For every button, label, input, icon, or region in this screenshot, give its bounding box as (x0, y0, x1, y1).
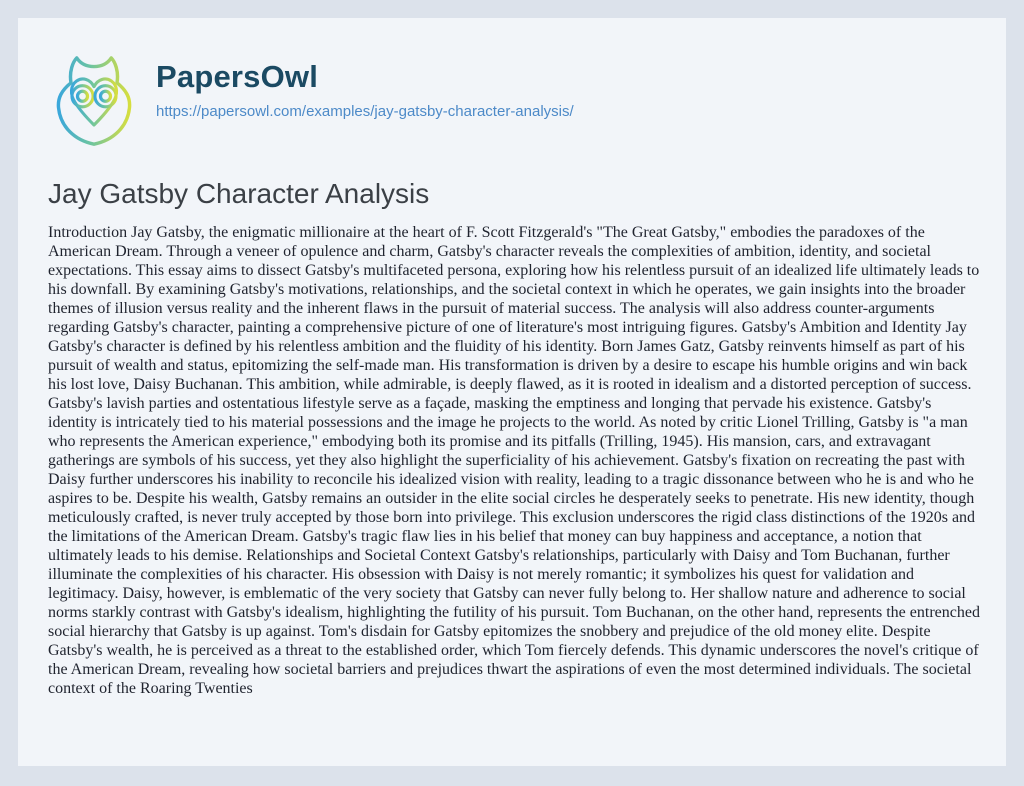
papersowl-owl-icon[interactable] (48, 54, 140, 150)
brand-block (156, 54, 574, 120)
essay-body-text: Introduction Jay Gatsby, the enigmatic millionaire at the heart of F. Scott Fitzgerald's "The Great Gatsby," embodies the paradoxes of the American Dream. Through a veneer of opulence and charm, Gatsby's character reveals the complexities of ambition, identity, and societal expectations. This essay aims to dissect Gatsby's multifaceted persona, exploring how his relentless pursuit of an idealized life ultimately leads to his downfall. By examining Gatsby's motivations, relationships, and the societal context in which he operates, we gain insights into the broader themes of illusion versus reality and the inherent flaws in the pursuit of material success. The analysis will also address counter-arguments regarding Gatsby's character, painting a comprehensive picture of one of literature's most intriguing figures. Gatsby's Ambition and Identity Jay Gatsby's character is defined by his relentless ambition and the fluidity of his identity. Born James Gatz, Gatsby reinvents himself as part of his pursuit of wealth and status, epitomizing the self-made man. His transformation is driven by a desire to escape his humble origins and win back his lost love, Daisy Buchanan. This ambition, while admirable, is deeply flawed, as it is rooted in idealism and a distorted perception of success. Gatsby's lavish parties and ostentatious lifestyle serve as a façade, masking the emptiness and longing that pervade his existence. Gatsby's identity is intricately tied to his material possessions and the image he projects to the world. As noted by critic Lionel Trilling, Gatsby is "a man who represents the American experience," embodying both its promise and its pitfalls (Trilling, 1945). His mansion, cars, and extravagant gatherings are symbols of his success, yet they also highlight the superficiality of his achievement. Gatsby's fixation on recreating the past with Daisy further underscores his inability to reconcile his idealized vision with reality, leading to a tragic dissonance between who he is and who he aspires to be. Despite his wealth, Gatsby remains an outsider in the elite social circles he desperately seeks to penetrate. His new identity, though meticulously crafted, is never truly accepted by those born into privilege. This exclusion underscores the rigid class distinctions of the 1920s and the limitations of the American Dream. Gatsby's tragic flaw lies in his belief that money can buy happiness and acceptance, a notion that ultimately leads to his demise. Relationships and Societal Context Gatsby's relationships, particularly with Daisy and Tom Buchanan, further illuminate the complexities of his character. His obsession with Daisy is not merely romantic; it symbolizes his quest for validation and legitimacy. Daisy, however, is emblematic of the very society that Gatsby can never fully belong to. Her shallow nature and adherence to social norms starkly contrast with Gatsby's idealism, highlighting the futility of his pursuit. Tom Buchanan, on the other hand, represents the entrenched social hierarchy that Gatsby is up against. Tom's disdain for Gatsby epitomizes the snobbery and prejudice of the old money elite. Despite Gatsby's wealth, he is perceived as a threat to the established order, which Tom fiercely defends. This dynamic underscores the novel's critique of the American Dream, revealing how societal barriers and prejudices thwart the aspirations of even the most determined individuals. The societal context of the Roaring Twenties (48, 224, 980, 697)
brand-name[interactable]: PapersOwl (156, 59, 319, 94)
content-card (18, 18, 1006, 766)
site-header (48, 54, 980, 150)
page-title: Jay Gatsby Character Analysis (48, 178, 430, 209)
page-url-link[interactable]: https://papersowl.com/examples/jay-gatsby-character-analysis/ (156, 103, 574, 120)
